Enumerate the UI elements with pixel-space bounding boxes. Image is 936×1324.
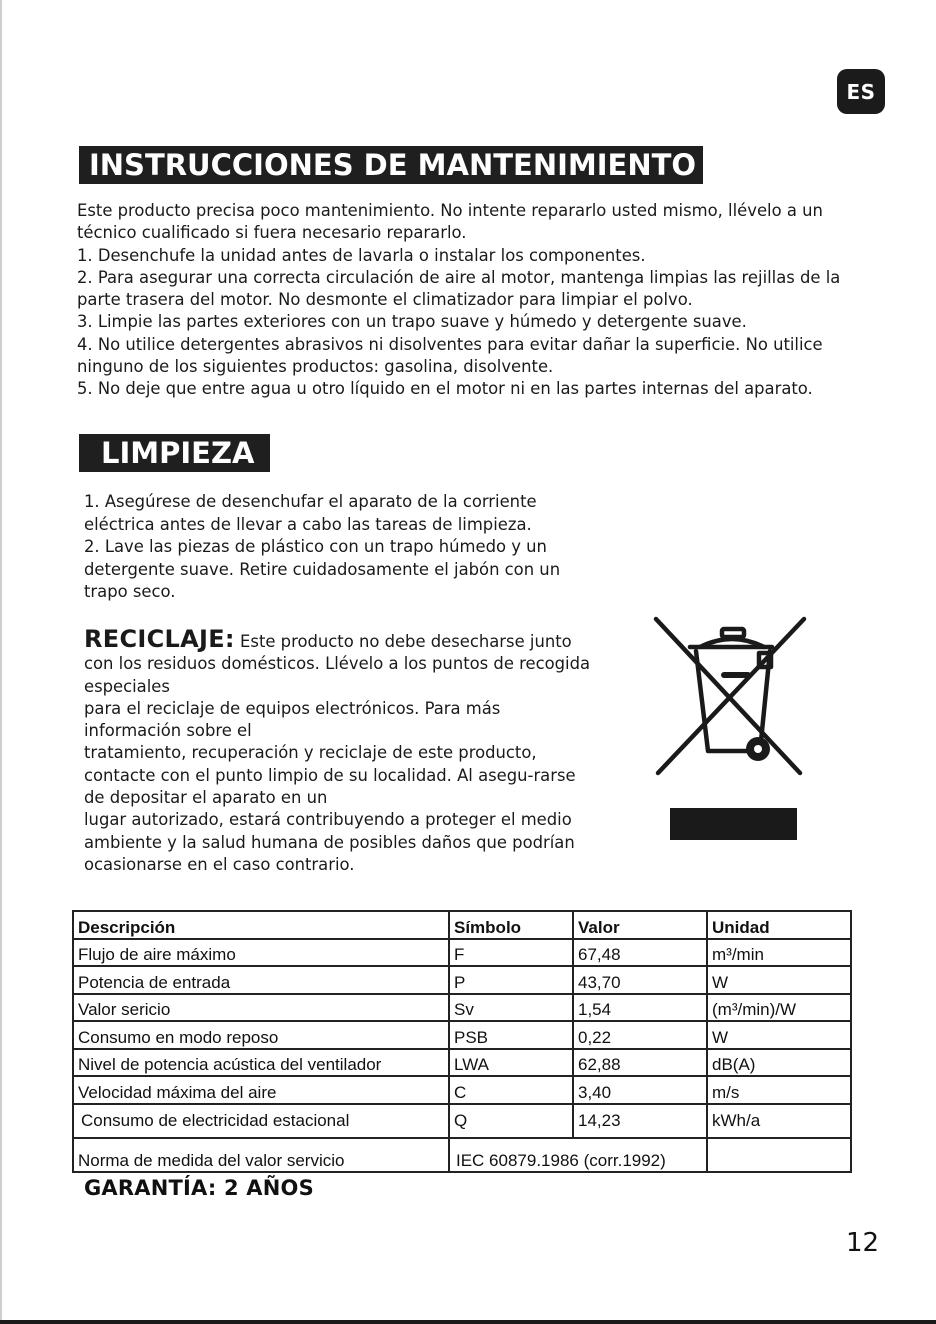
cell-value: 0,22 bbox=[573, 1021, 707, 1049]
header-description: Descripción bbox=[73, 911, 449, 939]
maintenance-item-3: 3. Limpie las partes exteriores con un trapo suave y húmedo y detergente suave. bbox=[77, 312, 747, 332]
cell-standard-label: Norma de medida del valor servicio bbox=[73, 1138, 449, 1172]
maintenance-item-2: 2. Para asegurar una correcta circulación de aire al motor, mantenga limpias las rejillas de la parte trasera del motor. No desmonte el climatizador para limpiar el polvo. bbox=[77, 267, 841, 310]
cell-symbol: C bbox=[449, 1076, 573, 1104]
cell-description: Valor sericio bbox=[73, 994, 449, 1022]
cell-value: 3,40 bbox=[573, 1076, 707, 1104]
recycling-line-2: para el reciclaje de equipos electrónicos. Para más información sobre el bbox=[84, 698, 501, 741]
cell-standard-value: IEC 60879.1986 (corr.1992) bbox=[449, 1138, 707, 1172]
cell-standard-empty bbox=[707, 1138, 851, 1172]
header-symbol: Símbolo bbox=[449, 911, 573, 939]
cell-value: 62,88 bbox=[573, 1049, 707, 1077]
cell-unit: kWh/a bbox=[707, 1104, 851, 1138]
recycling-line-1: Este producto no debe desecharse junto con los residuos domésticos. Llévelo a los puntos de recogida especiales bbox=[84, 632, 591, 696]
cell-description: Velocidad máxima del aire bbox=[73, 1076, 449, 1104]
cleaning-item-1: 1. Asegúrese de desenchufar el aparato de la corriente eléctrica antes de llevar a cabo las tareas de limpieza. bbox=[84, 492, 537, 534]
maintenance-heading: INSTRUCCIONES DE MANTENIMIENTO bbox=[79, 146, 703, 184]
table-row bbox=[73, 994, 851, 1022]
cleaning-text bbox=[84, 491, 594, 604]
page-bottom-rule bbox=[0, 1320, 936, 1324]
recycling-line-3: tratamiento, recuperación y reciclaje de este producto, contacte con el punto limpio de su localidad. Al asegu-rarse de depositar el aparato en un bbox=[84, 743, 576, 808]
cell-symbol: Q bbox=[449, 1104, 573, 1138]
page-number: 12 bbox=[846, 1228, 880, 1258]
table-row bbox=[73, 1104, 851, 1138]
cell-description: Consumo en modo reposo bbox=[73, 1021, 449, 1049]
cell-unit: W bbox=[707, 1021, 851, 1049]
crossed-out-wheelie-bin-icon bbox=[652, 615, 808, 780]
recycling-paragraph-1 bbox=[84, 625, 594, 698]
cell-unit: dB(A) bbox=[707, 1049, 851, 1077]
cell-value: 43,70 bbox=[573, 966, 707, 994]
recycling-line-4: lugar autorizado, estará contribuyendo a proteger el medio ambiente y la salud humana de posibles daños que podrían ocasionarse en el caso contrario. bbox=[84, 810, 575, 874]
weee-marking-bar bbox=[670, 808, 797, 840]
cell-description: Flujo de aire máximo bbox=[73, 939, 449, 967]
cell-value: 1,54 bbox=[573, 994, 707, 1022]
recycling-title: RECICLAJE: bbox=[84, 625, 235, 653]
cell-symbol: LWA bbox=[449, 1049, 573, 1077]
table-row bbox=[73, 966, 851, 994]
cell-symbol: PSB bbox=[449, 1021, 573, 1049]
table-row bbox=[73, 1049, 851, 1077]
table-header-row bbox=[73, 911, 851, 939]
cleaning-heading: LIMPIEZA bbox=[79, 434, 270, 472]
cell-symbol: F bbox=[449, 939, 573, 967]
cell-unit: (m³/min)/W bbox=[707, 994, 851, 1022]
header-unit: Unidad bbox=[707, 911, 851, 939]
cell-description: Nivel de potencia acústica del ventilador bbox=[73, 1049, 449, 1077]
cell-unit: m³/min bbox=[707, 939, 851, 967]
recycling-text bbox=[84, 625, 594, 876]
table-row-standard bbox=[73, 1138, 851, 1172]
cell-description: Consumo de electricidad estacional bbox=[73, 1104, 449, 1138]
header-value: Valor bbox=[573, 911, 707, 939]
page-edge bbox=[0, 0, 2, 1324]
table-row bbox=[73, 939, 851, 967]
cell-unit: W bbox=[707, 966, 851, 994]
table-row bbox=[73, 1021, 851, 1049]
maintenance-item-1: 1. Desenchufe la unidad antes de lavarla o instalar los componentes. bbox=[77, 245, 646, 265]
cell-description: Potencia de entrada bbox=[73, 966, 449, 994]
cleaning-item-2: 2. Lave las piezas de plástico con un trapo húmedo y un detergente suave. Retire cuidadosamente el jabón con un trapo seco. bbox=[84, 537, 561, 601]
maintenance-text bbox=[77, 200, 867, 401]
cell-unit: m/s bbox=[707, 1076, 851, 1104]
cell-symbol: Sv bbox=[449, 994, 573, 1022]
warranty-text: GARANTÍA: 2 AÑOS bbox=[84, 1176, 314, 1200]
cell-symbol: P bbox=[449, 966, 573, 994]
maintenance-intro: Este producto precisa poco mantenimiento. No intente repararlo usted mismo, llévelo a un técnico cualificado si fuera necesario repararlo. bbox=[77, 201, 823, 243]
cell-value: 14,23 bbox=[573, 1104, 707, 1138]
language-badge: ES bbox=[837, 69, 885, 114]
maintenance-item-4: 4. No utilice detergentes abrasivos ni disolventes para evitar dañar la superficie. No utilice ninguno de los siguientes productos: gasolina, disolvente. bbox=[77, 334, 823, 377]
cell-value: 67,48 bbox=[573, 939, 707, 967]
table-row bbox=[73, 1076, 851, 1104]
maintenance-item-5: 5. No deje que entre agua u otro líquido en el motor ni en las partes internas del aparato. bbox=[77, 379, 813, 399]
specifications-table bbox=[72, 910, 852, 1173]
